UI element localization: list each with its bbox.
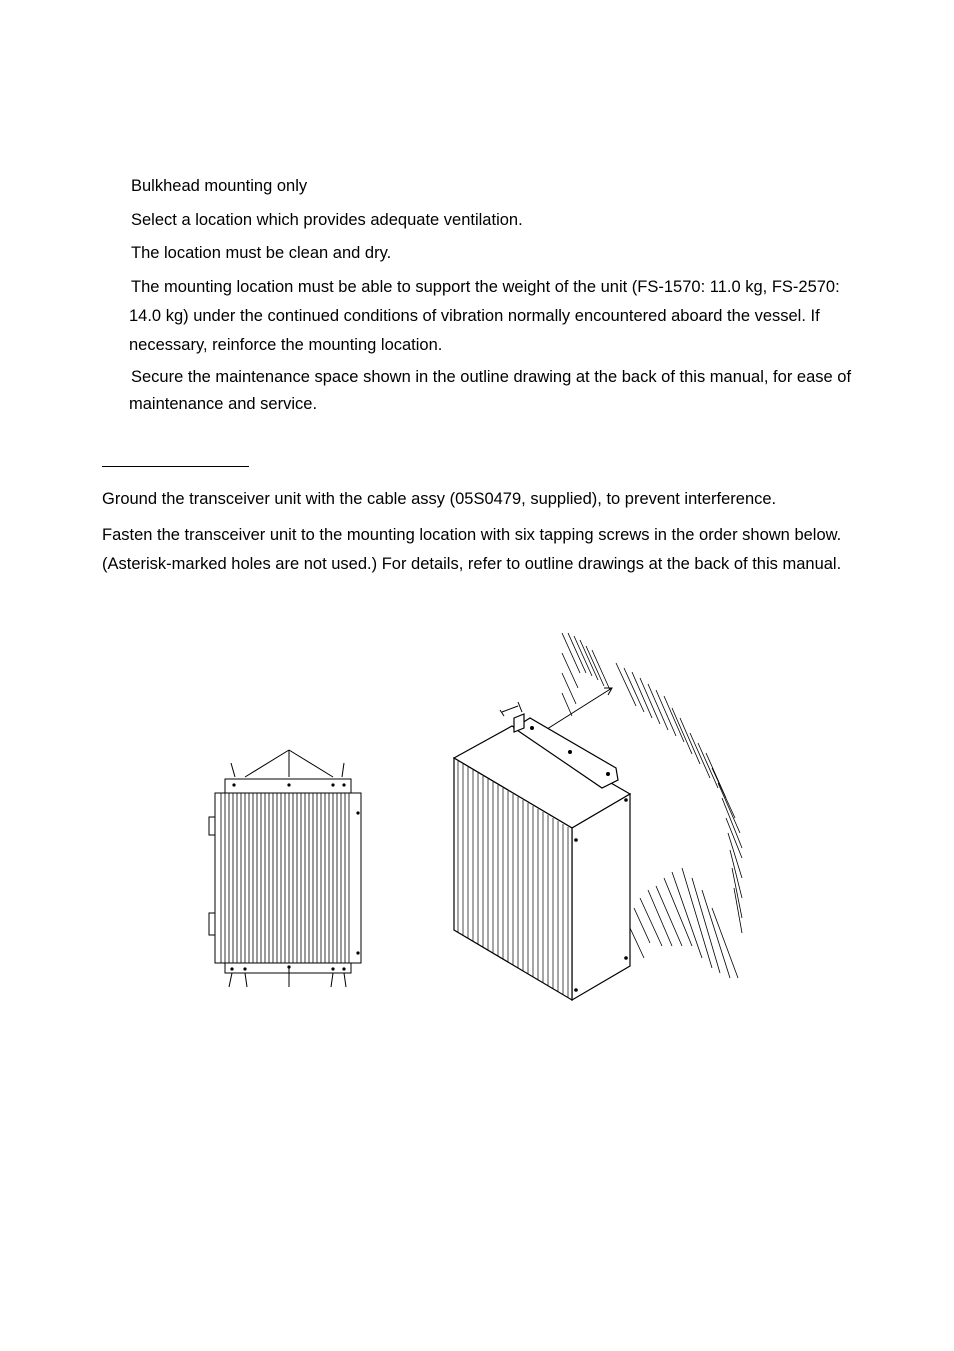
procedure-fasten: Fasten the transceiver unit to the mounting location with six tapping screws in the order shown below. (Asterisk-marked holes are not used.) For details, refer to outline drawings at the back of this manual.: [102, 526, 842, 573]
procedure-ground: Ground the transceiver unit with the cable assy (05S0479, supplied), to prevent interference.: [102, 490, 777, 508]
front-view-figure: [205, 745, 370, 995]
isometric-mounting-figure: [440, 628, 750, 1013]
location-note-clean-dry: The location must be clean and dry.: [131, 244, 392, 262]
location-note-weight: The mounting location must be able to support the weight of the unit (FS-1570: 11.0 kg, FS-2570: 14.0 kg) under the continued conditions of vibration normally encountered aboard the vessel. If necessary, reinforce the mounting location.: [129, 278, 840, 354]
section-heading-rule: [102, 466, 249, 467]
location-note-bulkhead: Bulkhead mounting only: [131, 177, 308, 195]
location-note-maintenance: Secure the maintenance space shown in the outline drawing at the back of this manual, for ease of maintenance and service.: [129, 368, 852, 413]
location-note-ventilation: Select a location which provides adequate ventilation.: [131, 211, 523, 229]
